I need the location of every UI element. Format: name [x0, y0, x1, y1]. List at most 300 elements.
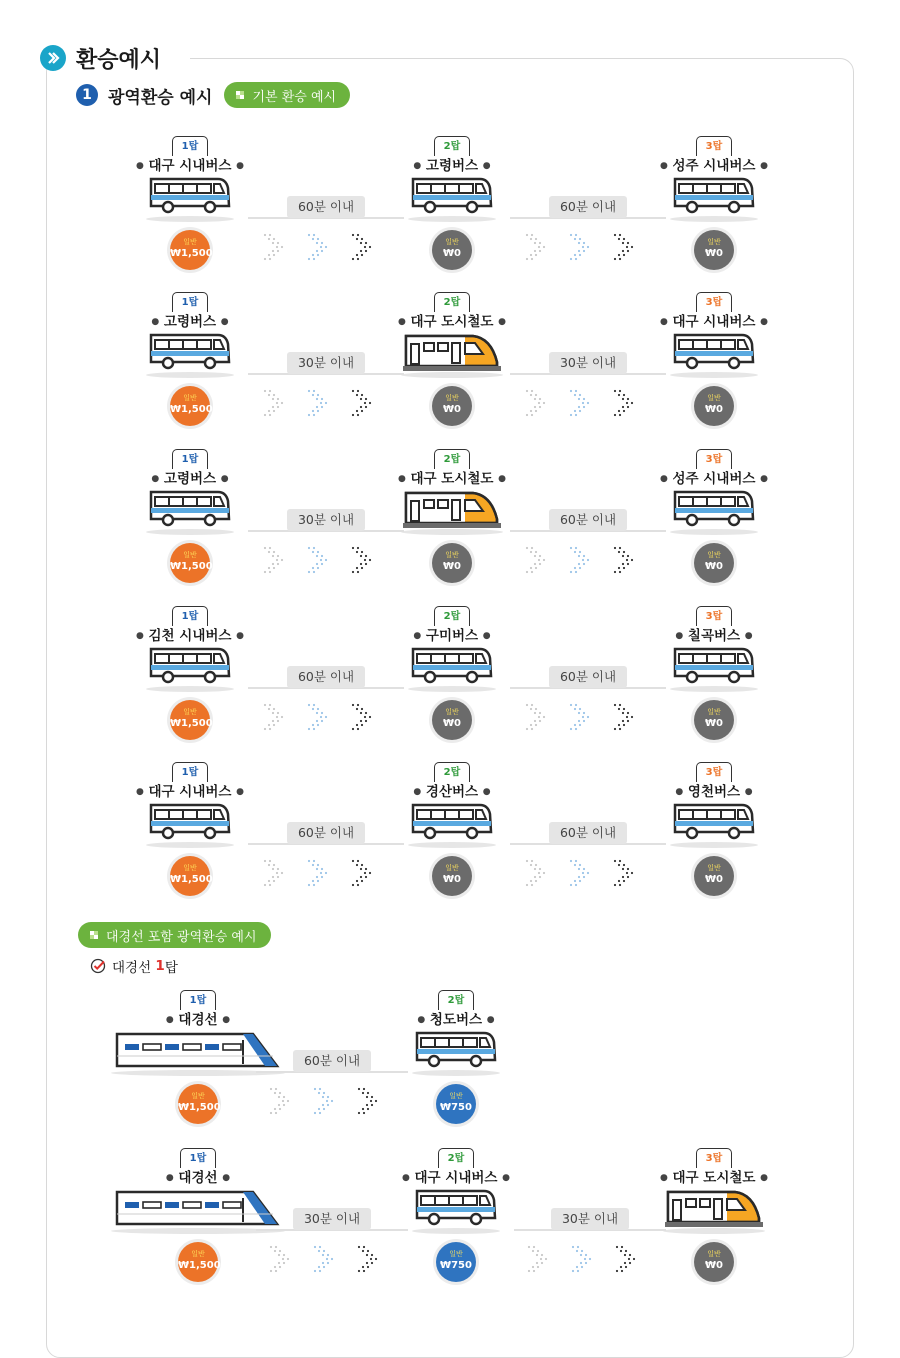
fare-value: ₩1,500	[170, 404, 213, 415]
stop-name-line	[362, 624, 542, 644]
fare-value: ₩1,500	[170, 248, 213, 259]
dot-icon: ●	[675, 787, 684, 797]
pill-label: 기본 환승 예시	[252, 89, 337, 105]
chevron-right-icon	[613, 1242, 643, 1280]
boarding-number: 2	[443, 611, 451, 622]
vehicle-shadow	[412, 1228, 500, 1234]
chevron-right-icon	[311, 1242, 341, 1280]
fare-label: 일반	[183, 864, 197, 872]
fare-value: ₩750	[440, 1260, 472, 1271]
fare-label: 일반	[707, 551, 721, 559]
chevron-right-icon	[525, 1242, 555, 1280]
dot-icon: ●	[760, 474, 769, 484]
transfer-time-link	[256, 1050, 408, 1080]
dot-icon: ●	[135, 787, 144, 797]
chevron-right-icon	[349, 543, 379, 581]
boarding-number: 2	[443, 297, 451, 308]
boarding-suffix: 탑	[712, 454, 723, 465]
vehicle-shadow	[408, 216, 496, 222]
dot-icon: ●	[659, 317, 668, 327]
boarding-suffix: 탑	[188, 454, 199, 465]
boarding-number: 3	[705, 1153, 713, 1164]
fare-badge	[694, 386, 734, 426]
fare-label: 일반	[707, 864, 721, 872]
boarding-order-tag	[180, 990, 216, 1010]
stop-name: 구미버스	[421, 628, 483, 644]
fare-label: 일반	[183, 394, 197, 402]
section-header	[40, 42, 171, 74]
stop-name-line	[100, 467, 280, 487]
fare-badge	[694, 543, 734, 583]
stop-name-line	[100, 154, 280, 174]
vehicle-shadow	[663, 1228, 765, 1234]
fare-label: 일반	[449, 1250, 463, 1258]
boarding-order-tag	[172, 292, 208, 312]
boarding-order-tag	[172, 449, 208, 469]
chevron-right-icon	[349, 386, 379, 424]
fare-label: 일반	[445, 238, 459, 246]
vehicle-shadow	[401, 372, 503, 378]
fare-label: 일반	[183, 238, 197, 246]
stop-name-line	[100, 780, 280, 800]
fare-label: 일반	[445, 394, 459, 402]
stop-name: 성주 시내버스	[667, 158, 761, 174]
transfer-time-label: 60분 이내	[293, 1050, 371, 1072]
fare-value: ₩0	[443, 248, 461, 259]
chevron-right-icon	[611, 856, 641, 894]
vehicle-shadow	[670, 216, 758, 222]
chevron-right-icon	[567, 386, 597, 424]
stop-name: 대구 시내버스	[143, 158, 237, 174]
bus-icon	[410, 646, 494, 690]
boarding-order-tag	[172, 136, 208, 156]
transfer-time-link	[510, 352, 666, 382]
chevron-right-icon	[305, 856, 335, 894]
transfer-time-label: 60분 이내	[287, 196, 365, 218]
stop-name: 청도버스	[425, 1012, 487, 1028]
bus-icon	[148, 176, 232, 220]
chevron-right-icon	[261, 856, 291, 894]
bus-icon	[414, 1030, 498, 1074]
fare-value: ₩0	[443, 718, 461, 729]
fare-value: ₩0	[443, 404, 461, 415]
transfer-time-label: 30분 이내	[551, 1208, 629, 1230]
bus-icon	[672, 176, 756, 220]
boarding-suffix: 탑	[450, 141, 461, 152]
dot-icon: ●	[222, 1015, 231, 1025]
chevron-right-icon	[305, 230, 335, 268]
stop-name-line	[362, 310, 542, 330]
stop-name-line	[100, 310, 280, 330]
chevron-right-icon	[349, 700, 379, 738]
boarding-number: 1	[181, 767, 189, 778]
dot-icon: ●	[222, 1173, 231, 1183]
boarding-order-tag	[696, 1148, 732, 1168]
transfer-time-link	[510, 196, 666, 226]
transfer-time-link	[510, 666, 666, 696]
fare-label: 일반	[707, 238, 721, 246]
boarding-order-tag	[438, 990, 474, 1010]
chevron-right-icon	[267, 1084, 297, 1122]
stop-name-line	[624, 780, 804, 800]
boarding-order-tag	[696, 136, 732, 156]
dot-icon: ●	[498, 474, 507, 484]
boarding-number: 1	[181, 454, 189, 465]
boarding-order-tag	[434, 606, 470, 626]
fare-badge	[170, 543, 213, 583]
fare-label: 일반	[445, 708, 459, 716]
fare-label: 일반	[449, 1092, 463, 1100]
boarding-number: 1	[181, 297, 189, 308]
dot-icon: ●	[220, 474, 229, 484]
boarding-number: 3	[705, 297, 713, 308]
transfer-time-link	[248, 666, 404, 696]
transfer-time-link	[248, 352, 404, 382]
dot-icon: ●	[744, 631, 753, 641]
fare-badge	[432, 230, 472, 270]
stop-name-line	[362, 467, 542, 487]
check-circle-icon	[90, 958, 106, 974]
dot-icon: ●	[482, 787, 491, 797]
chevron-right-icon	[305, 700, 335, 738]
boarding-order-tag	[696, 762, 732, 782]
dot-icon: ●	[151, 474, 160, 484]
fare-value: ₩1,500	[178, 1260, 221, 1271]
fare-value: ₩0	[705, 1260, 723, 1271]
bus-icon	[672, 802, 756, 846]
dot-icon: ●	[482, 161, 491, 171]
fare-value: ₩0	[705, 718, 723, 729]
boarding-suffix: 탑	[450, 767, 461, 778]
transfer-row	[0, 606, 900, 756]
boarding-suffix: 탑	[196, 1153, 207, 1164]
transfer-time-link	[248, 822, 404, 852]
boarding-number: 1	[189, 1153, 197, 1164]
stop-name: 고령버스	[159, 314, 221, 330]
stop-name-line	[624, 467, 804, 487]
fare-badge	[694, 856, 734, 896]
stop-name-line	[624, 624, 804, 644]
fare-value: ₩0	[443, 874, 461, 885]
boarding-number: 1	[181, 141, 189, 152]
fare-badge	[436, 1084, 476, 1124]
chevron-right-icon	[567, 856, 597, 894]
dot-icon: ●	[417, 1015, 426, 1025]
transfer-time-label: 60분 이내	[549, 666, 627, 688]
transfer-time-label: 30분 이내	[287, 509, 365, 531]
vehicle-shadow	[146, 372, 234, 378]
boarding-order-tag	[180, 1148, 216, 1168]
dot-icon: ●	[502, 1173, 511, 1183]
fare-label: 일반	[183, 708, 197, 716]
fare-label: 일반	[707, 1250, 721, 1258]
transfer-time-link	[510, 509, 666, 539]
transfer-time-link	[514, 1208, 666, 1238]
section1-heading	[76, 82, 350, 108]
boarding-number: 2	[443, 141, 451, 152]
fare-label: 일반	[445, 864, 459, 872]
transfer-row	[0, 990, 900, 1140]
boarding-number: 2	[447, 995, 455, 1006]
fare-value: ₩0	[705, 404, 723, 415]
dot-icon: ●	[413, 631, 422, 641]
transfer-time-label: 30분 이내	[293, 1208, 371, 1230]
chevron-right-icon	[523, 230, 553, 268]
chevron-right-icon	[305, 543, 335, 581]
boarding-number: 2	[443, 454, 451, 465]
vehicle-shadow	[401, 529, 503, 535]
dot-icon: ●	[397, 317, 406, 327]
dot-icon: ●	[760, 161, 769, 171]
fare-badge	[170, 386, 213, 426]
dot-icon: ●	[744, 787, 753, 797]
section1-title: 광역환승 예시	[108, 87, 213, 108]
boarding-order-tag	[172, 762, 208, 782]
boarding-suffix: 탑	[712, 141, 723, 152]
stop-name: 영천버스	[683, 784, 745, 800]
bus-icon	[672, 332, 756, 376]
bus-icon	[148, 646, 232, 690]
chevron-right-icon	[523, 856, 553, 894]
section-number-badge: 1	[76, 84, 98, 106]
boarding-order-tag	[434, 292, 470, 312]
dot-icon: ●	[659, 161, 668, 171]
transfer-time-label: 30분 이내	[549, 352, 627, 374]
bus-icon	[148, 332, 232, 376]
boarding-order-tag	[438, 1148, 474, 1168]
dot-icon: ●	[236, 787, 245, 797]
chevron-right-icon	[311, 1084, 341, 1122]
stop-name-line	[362, 780, 542, 800]
fare-value: ₩0	[705, 248, 723, 259]
vehicle-shadow	[670, 372, 758, 378]
fare-badge	[432, 700, 472, 740]
boarding-number: 3	[705, 767, 713, 778]
dot-icon: ●	[165, 1015, 174, 1025]
note-number: 1	[155, 958, 165, 974]
boarding-number: 1	[181, 611, 189, 622]
grid-icon	[90, 931, 98, 939]
bus-icon	[410, 176, 494, 220]
daegyeong-transfer-pill	[78, 922, 271, 948]
stop-name: 대구 시내버스	[667, 314, 761, 330]
fare-value: ₩1,500	[170, 718, 213, 729]
boarding-order-tag	[696, 606, 732, 626]
fare-value: ₩0	[705, 561, 723, 572]
transfer-row	[0, 136, 900, 286]
fare-badge	[436, 1242, 476, 1282]
boarding-suffix: 탑	[188, 297, 199, 308]
boarding-suffix: 탑	[188, 767, 199, 778]
chevron-right-icon	[305, 386, 335, 424]
transfer-time-label: 60분 이내	[287, 822, 365, 844]
boarding-order-tag	[434, 449, 470, 469]
fare-label: 일반	[707, 394, 721, 402]
vehicle-shadow	[670, 529, 758, 535]
dot-icon: ●	[659, 1173, 668, 1183]
stop-name: 칠곡버스	[683, 628, 745, 644]
stop-name-line	[624, 310, 804, 330]
note-suffix: 탑	[164, 960, 178, 976]
fare-label: 일반	[445, 551, 459, 559]
vehicle-shadow	[146, 842, 234, 848]
stop-name-line	[362, 154, 542, 174]
stop-name: 성주 시내버스	[667, 471, 761, 487]
boarding-number: 1	[189, 995, 197, 1006]
chevron-right-icon	[567, 543, 597, 581]
chevron-right-icon	[567, 700, 597, 738]
fare-badge	[178, 1084, 221, 1124]
fare-badge	[694, 1242, 734, 1282]
fare-label: 일반	[707, 708, 721, 716]
stop-name: 대경선	[173, 1012, 223, 1028]
dot-icon: ●	[760, 317, 769, 327]
boarding-order-tag	[696, 449, 732, 469]
dot-icon: ●	[165, 1173, 174, 1183]
fare-badge	[170, 856, 213, 896]
boarding-order-tag	[434, 136, 470, 156]
transfer-row	[0, 292, 900, 442]
fare-badge	[432, 856, 472, 896]
chevron-right-icon	[523, 700, 553, 738]
chevron-right-icon	[611, 386, 641, 424]
boarding-number: 2	[443, 767, 451, 778]
stop-name-line	[108, 1166, 288, 1186]
boarding-suffix: 탑	[196, 995, 207, 1006]
boarding-suffix: 탑	[450, 611, 461, 622]
chevron-right-icon	[523, 386, 553, 424]
stop-name: 경산버스	[421, 784, 483, 800]
dot-icon: ●	[760, 1173, 769, 1183]
dot-icon: ●	[413, 161, 422, 171]
fare-value: ₩1,500	[170, 561, 213, 572]
vehicle-shadow	[412, 1070, 500, 1076]
dot-icon: ●	[675, 631, 684, 641]
transfer-row	[0, 1148, 900, 1298]
chevron-right-icon	[261, 230, 291, 268]
chevron-right-icon	[261, 543, 291, 581]
chevron-right-icon	[611, 230, 641, 268]
chevron-right-icon	[40, 45, 66, 71]
vehicle-shadow	[408, 686, 496, 692]
dot-icon: ●	[151, 317, 160, 327]
dot-icon: ●	[498, 317, 507, 327]
dot-icon: ●	[482, 631, 491, 641]
boarding-number: 3	[705, 141, 713, 152]
boarding-suffix: 탑	[712, 767, 723, 778]
fare-badge	[432, 543, 472, 583]
transfer-time-label: 60분 이내	[549, 822, 627, 844]
boarding-suffix: 탑	[712, 297, 723, 308]
fare-badge	[694, 230, 734, 270]
bus-icon	[414, 1188, 498, 1232]
vehicle-shadow	[146, 216, 234, 222]
bus-icon	[410, 802, 494, 846]
dot-icon: ●	[659, 474, 668, 484]
fare-label: 일반	[191, 1250, 205, 1258]
chevron-right-icon	[261, 386, 291, 424]
stop-name: 대경선	[173, 1170, 223, 1186]
dot-icon: ●	[135, 161, 144, 171]
transfer-time-link	[248, 196, 404, 226]
fare-badge	[694, 700, 734, 740]
boarding-number: 2	[447, 1153, 455, 1164]
bus-icon	[148, 802, 232, 846]
chevron-right-icon	[349, 856, 379, 894]
bus-icon	[148, 489, 232, 533]
bus-icon	[672, 646, 756, 690]
dot-icon: ●	[413, 787, 422, 797]
transfer-time-label: 60분 이내	[549, 509, 627, 531]
transfer-time-label: 60분 이내	[549, 196, 627, 218]
chevron-right-icon	[569, 1242, 599, 1280]
grid-icon	[236, 91, 244, 99]
boarding-suffix: 탑	[454, 995, 465, 1006]
stop-name: 대구 도시철도	[405, 314, 499, 330]
dot-icon: ●	[220, 317, 229, 327]
chevron-right-icon	[611, 543, 641, 581]
stop-name-line	[108, 1008, 288, 1028]
boarding-suffix: 탑	[712, 611, 723, 622]
vehicle-shadow	[670, 842, 758, 848]
fare-value: ₩1,500	[178, 1102, 221, 1113]
stop-name: 고령버스	[159, 471, 221, 487]
stop-name-line	[624, 154, 804, 174]
fare-value: ₩1,500	[170, 874, 213, 885]
transfer-time-label: 30분 이내	[287, 352, 365, 374]
transfer-time-link	[248, 509, 404, 539]
basic-transfer-pill	[224, 82, 350, 108]
fare-value: ₩750	[440, 1102, 472, 1113]
dot-icon: ●	[236, 161, 245, 171]
fare-label: 일반	[191, 1092, 205, 1100]
boarding-order-tag	[434, 762, 470, 782]
chevron-right-icon	[355, 1242, 385, 1280]
stop-name-line	[100, 624, 280, 644]
note-prefix: 대경선	[112, 960, 156, 976]
dot-icon: ●	[486, 1015, 495, 1025]
boarding-number: 3	[705, 454, 713, 465]
vehicle-shadow	[670, 686, 758, 692]
fare-badge	[170, 230, 213, 270]
vehicle-shadow	[408, 842, 496, 848]
bus-icon	[672, 489, 756, 533]
dot-icon: ●	[401, 1173, 410, 1183]
chevron-right-icon	[567, 230, 597, 268]
chevron-right-icon	[267, 1242, 297, 1280]
fare-badge	[178, 1242, 221, 1282]
boarding-order-tag	[172, 606, 208, 626]
fare-badge	[170, 700, 213, 740]
fare-value: ₩0	[443, 561, 461, 572]
fare-label: 일반	[183, 551, 197, 559]
transfer-time-link	[510, 822, 666, 852]
stop-name-line	[366, 1008, 546, 1028]
chevron-right-icon	[261, 700, 291, 738]
daegyeong-note	[90, 956, 178, 976]
chevron-right-icon	[349, 230, 379, 268]
vehicle-shadow	[146, 529, 234, 535]
dot-icon: ●	[236, 631, 245, 641]
page-title: 환승예시	[76, 43, 171, 74]
transfer-row	[0, 449, 900, 599]
vehicle-shadow	[146, 686, 234, 692]
stop-name: 대구 시내버스	[409, 1170, 503, 1186]
boarding-suffix: 탑	[712, 1153, 723, 1164]
stop-name: 대구 시내버스	[143, 784, 237, 800]
boarding-number: 3	[705, 611, 713, 622]
transfer-time-link	[256, 1208, 408, 1238]
